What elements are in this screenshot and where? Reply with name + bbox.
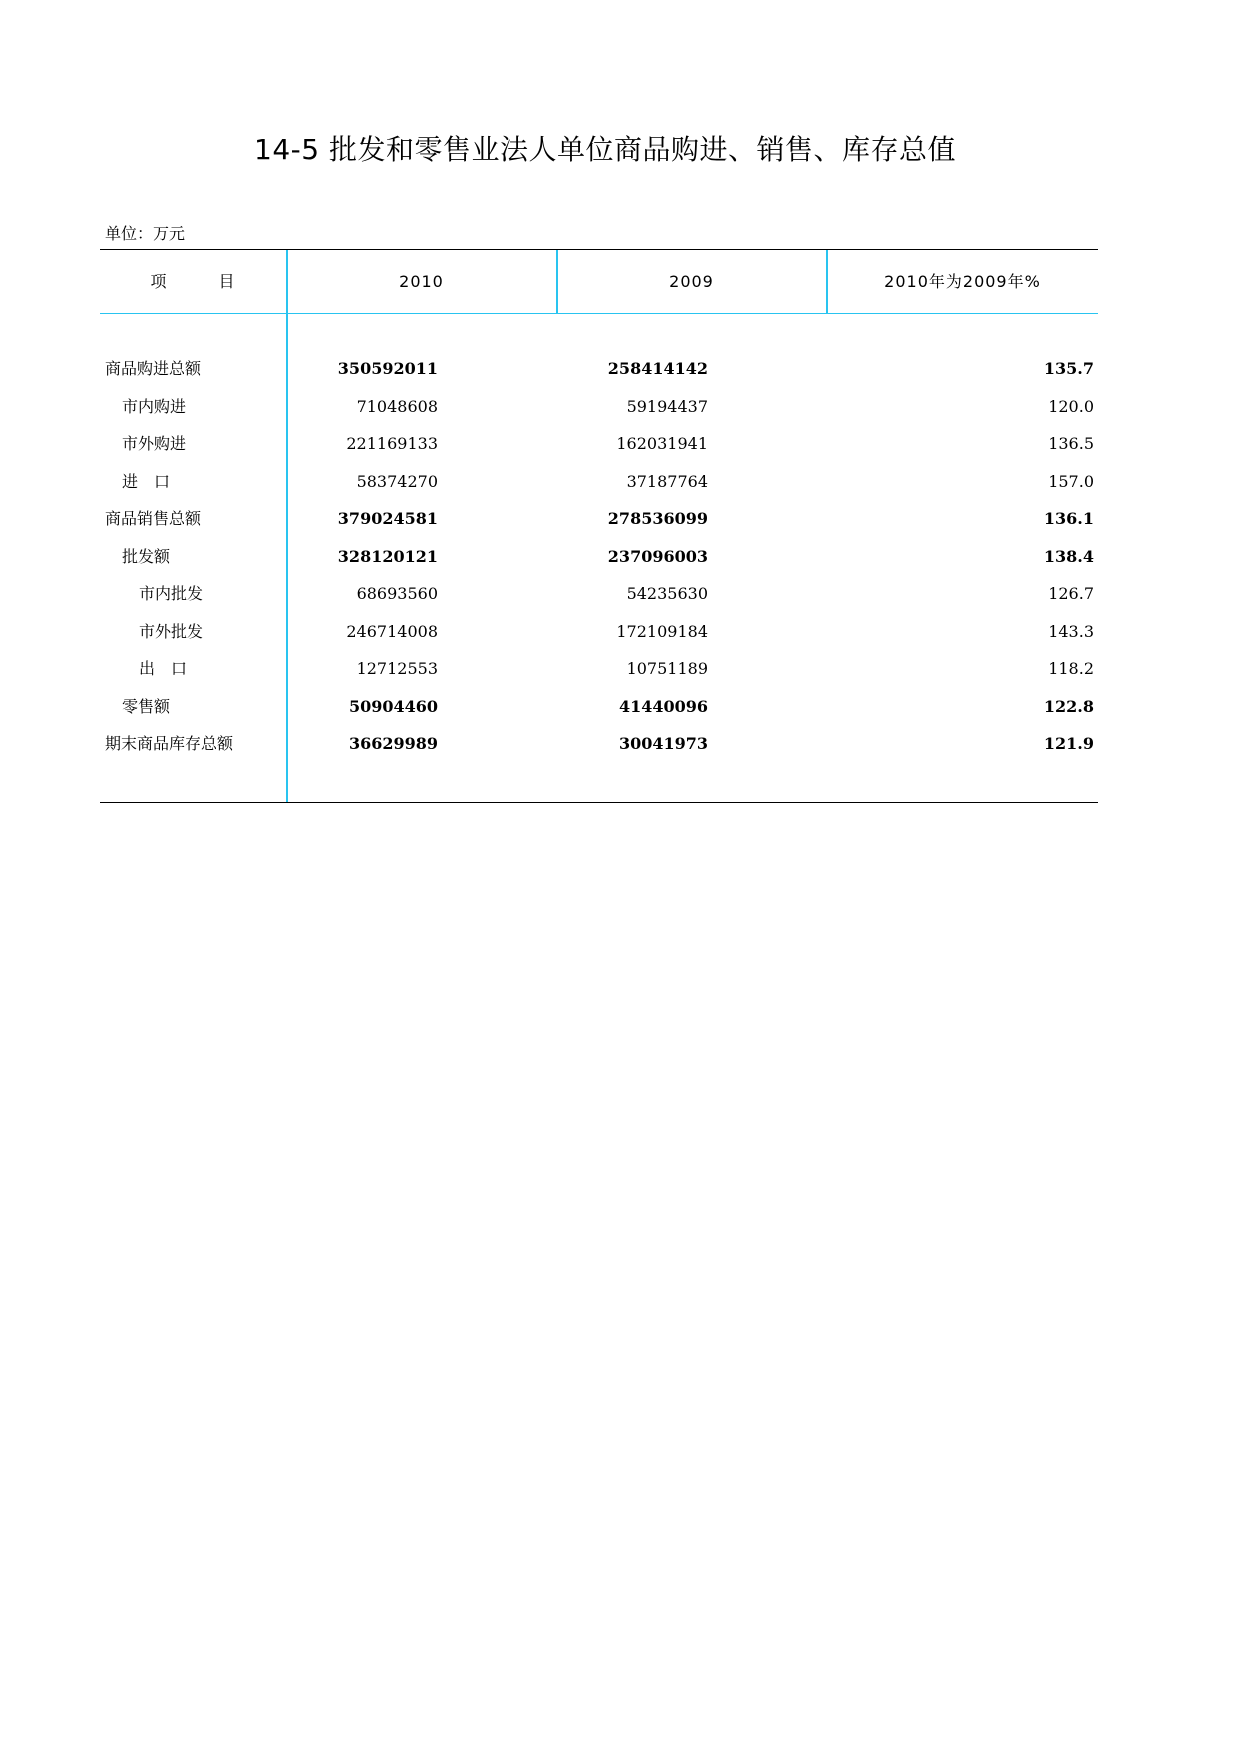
- row-label: 零售额: [122, 696, 171, 716]
- table-row: [100, 538, 1098, 576]
- value-2010: 12712553: [356, 659, 438, 678]
- value-ratio: 135.7: [1043, 359, 1094, 378]
- header-2010: 2010: [399, 272, 444, 291]
- value-2009: 258414142: [607, 359, 708, 378]
- table-row: [100, 650, 1098, 688]
- table-row: [100, 613, 1098, 651]
- table-row: [100, 350, 1098, 388]
- value-2009: 41440096: [618, 696, 708, 716]
- value-2010: 379024581: [337, 509, 438, 528]
- header-item: 项 目: [150, 272, 236, 291]
- unit-label: 单位：万元: [105, 224, 186, 243]
- table-row: [100, 425, 1098, 463]
- value-ratio: 136.1: [1043, 509, 1094, 528]
- column-divider: [826, 250, 828, 313]
- value-2009: 30041973: [618, 734, 708, 753]
- header-2009: 2009: [669, 272, 714, 291]
- value-2010: 36629989: [348, 734, 438, 753]
- value-ratio: 126.7: [1048, 584, 1094, 603]
- value-2009: 278536099: [607, 509, 708, 528]
- table-row: [100, 388, 1098, 426]
- value-2009: 37187764: [626, 471, 708, 491]
- row-label: 市内购进: [122, 396, 187, 416]
- table-row: [100, 575, 1098, 613]
- row-label: 市内批发: [139, 584, 204, 603]
- table-row: [100, 463, 1098, 501]
- row-label: 商品购进总额: [105, 359, 202, 378]
- row-label: 市外批发: [139, 621, 204, 641]
- column-divider: [556, 250, 558, 313]
- value-2010: 221169133: [346, 434, 438, 453]
- value-2010: 328120121: [337, 546, 438, 566]
- value-2010: 50904460: [348, 696, 438, 716]
- value-ratio: 143.3: [1048, 621, 1094, 641]
- value-2010: 58374270: [356, 471, 438, 491]
- value-2009: 162031941: [616, 434, 708, 453]
- value-2009: 10751189: [626, 659, 708, 678]
- value-2010: 350592011: [337, 359, 438, 378]
- value-ratio: 157.0: [1048, 471, 1094, 491]
- value-2010: 71048608: [356, 396, 438, 416]
- table-row: [100, 725, 1098, 763]
- page-title: 14-5 批发和零售业法人单位商品购进、销售、库存总值: [254, 133, 956, 166]
- row-label: 出 口: [139, 659, 188, 678]
- value-ratio: 136.5: [1048, 434, 1094, 453]
- row-label: 市外购进: [122, 434, 187, 453]
- value-ratio: 122.8: [1043, 696, 1094, 716]
- row-label: 商品销售总额: [105, 509, 202, 528]
- table-header: [100, 250, 1098, 314]
- value-2009: 54235630: [626, 584, 708, 603]
- header-ratio: 2010年为2009年%: [884, 272, 1041, 291]
- value-ratio: 138.4: [1043, 546, 1094, 566]
- row-label: 期末商品库存总额: [105, 734, 234, 753]
- value-2009: 59194437: [626, 396, 708, 416]
- value-ratio: 118.2: [1048, 659, 1094, 678]
- value-ratio: 121.9: [1043, 734, 1094, 753]
- value-2009: 237096003: [607, 546, 708, 566]
- row-label: 批发额: [122, 546, 171, 566]
- row-label: 进 口: [122, 471, 171, 491]
- table-row: [100, 500, 1098, 538]
- value-2010: 68693560: [356, 584, 438, 603]
- value-2010: 246714008: [346, 621, 438, 641]
- data-table: [100, 249, 1098, 803]
- value-ratio: 120.0: [1048, 396, 1094, 416]
- table-row: [100, 688, 1098, 726]
- value-2009: 172109184: [616, 621, 708, 641]
